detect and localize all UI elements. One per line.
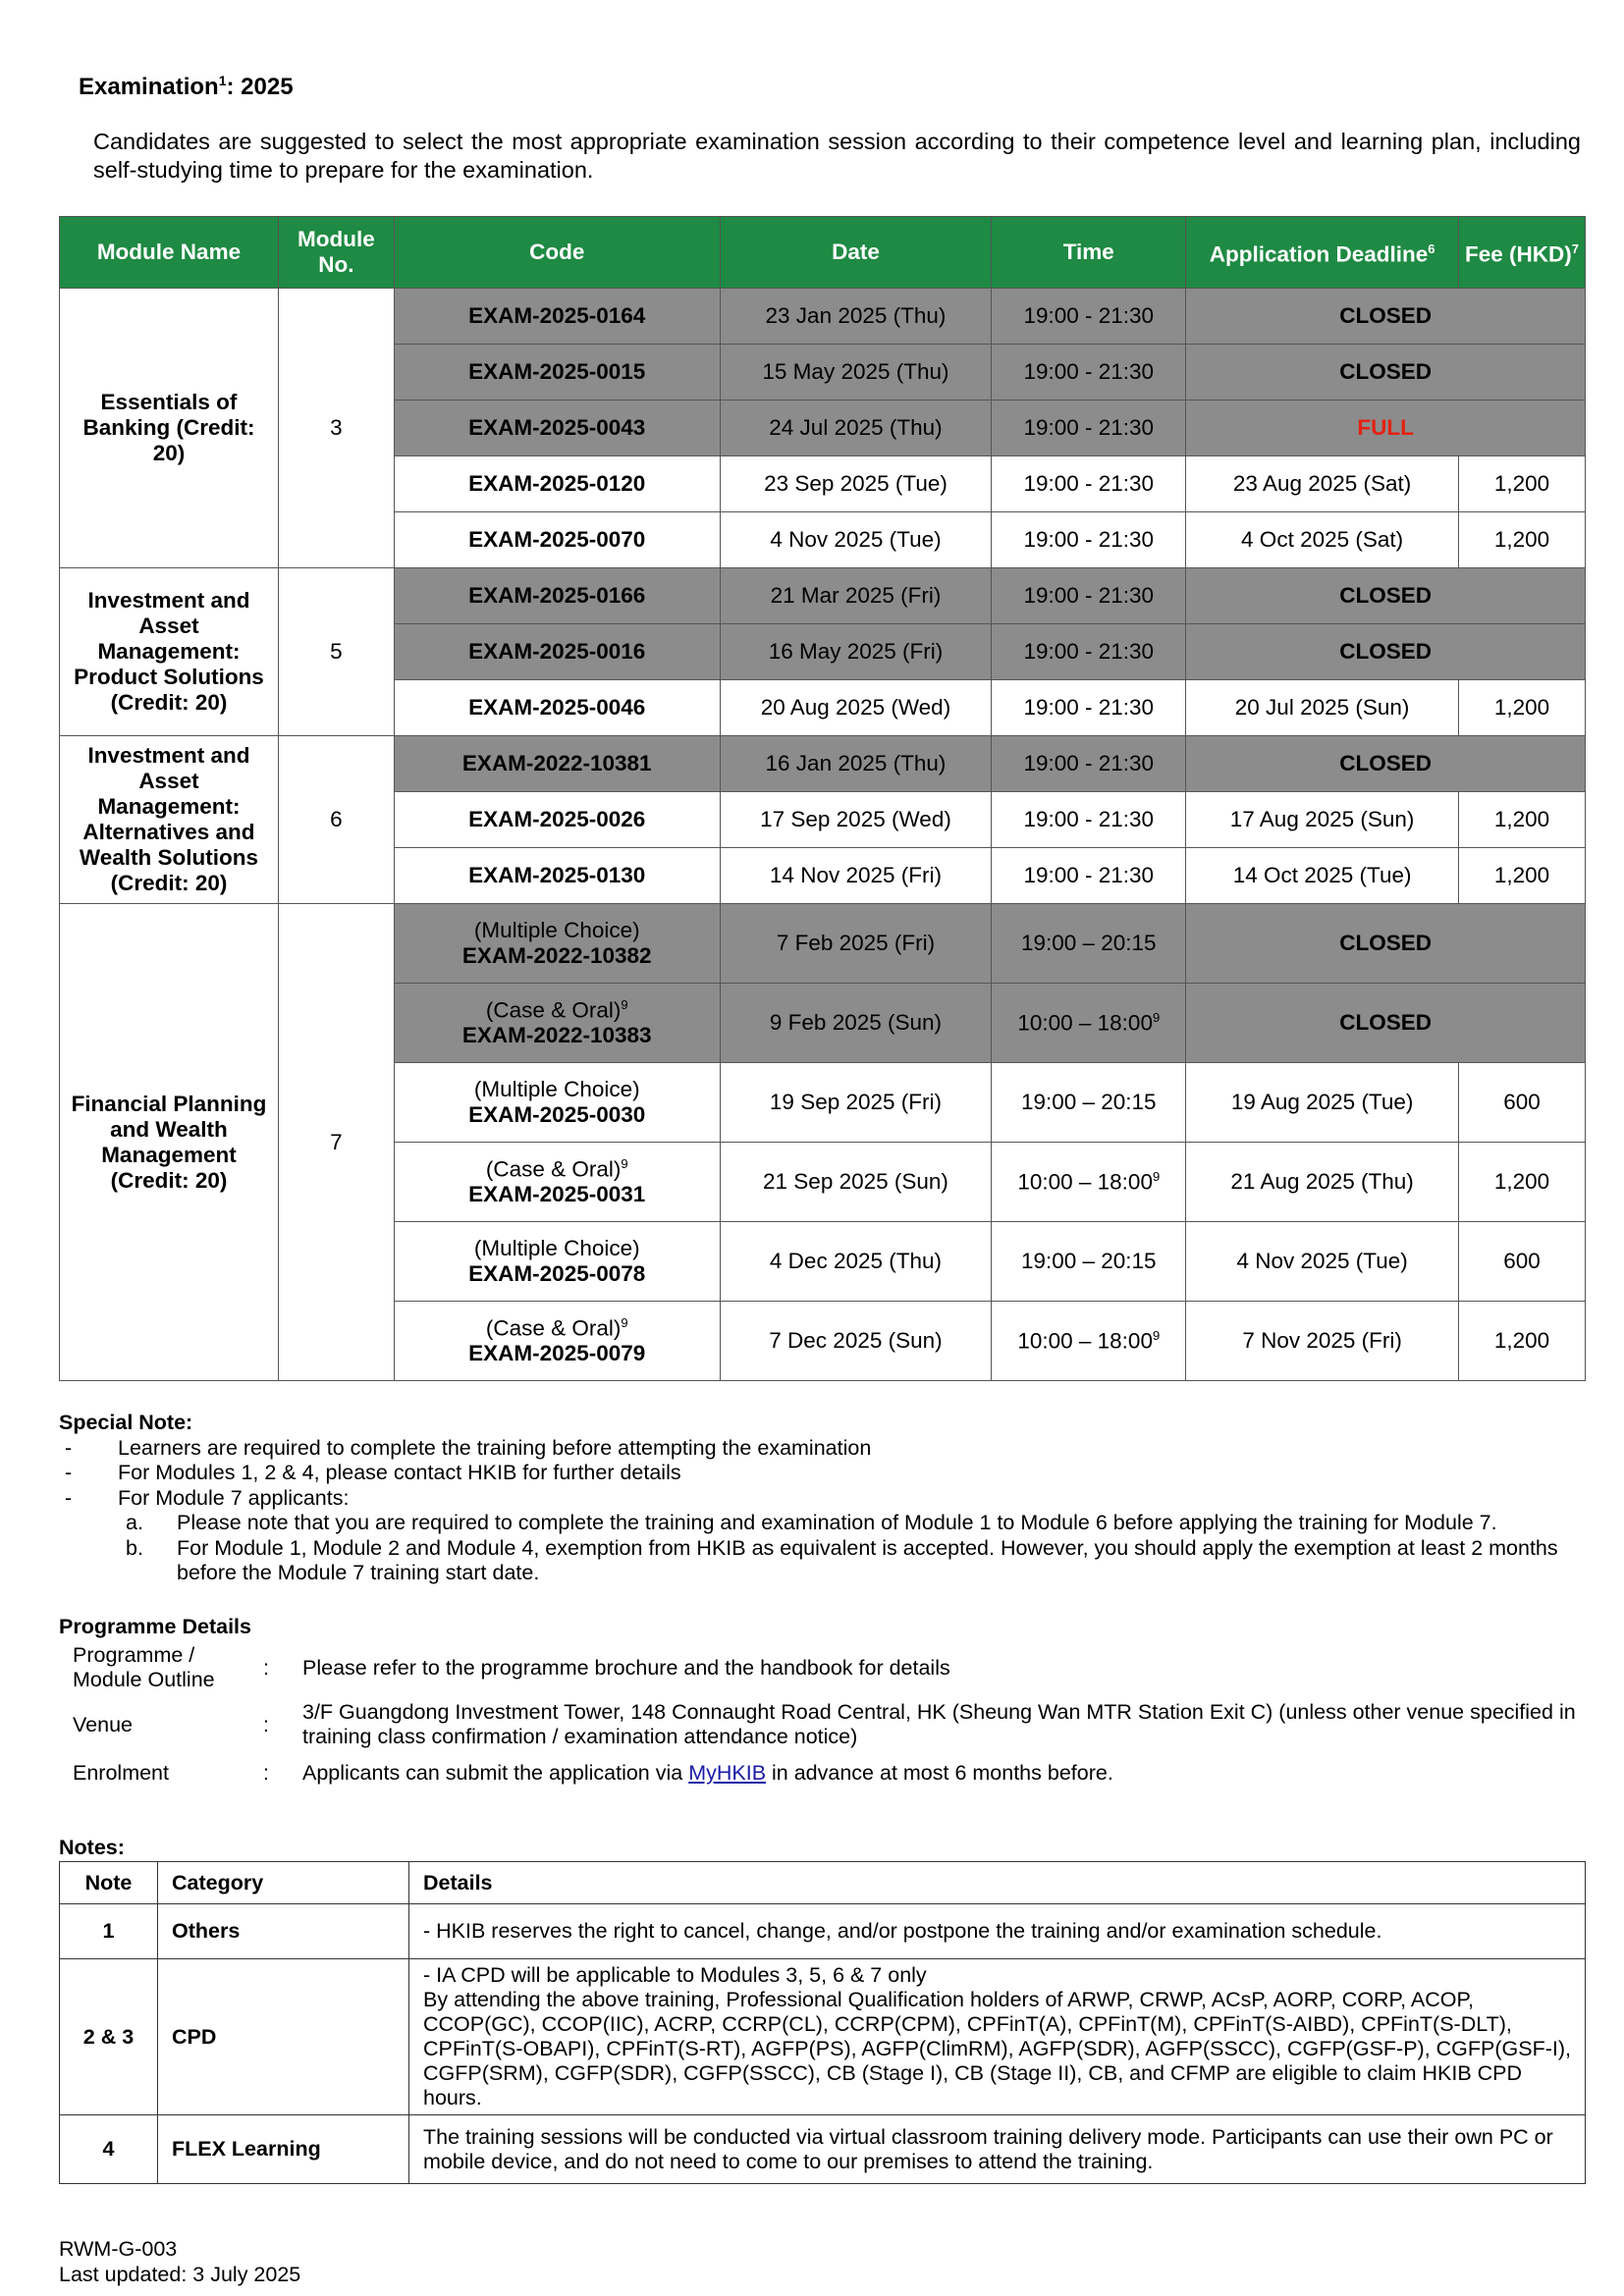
note-category: FLEX Learning [158,2115,409,2184]
myhkib-link[interactable]: MyHKIB [688,1761,767,1785]
exam-date-cell: 4 Dec 2025 (Thu) [720,1222,992,1302]
exam-time-cell: 10:00 – $18:00^9$ [992,1143,1186,1222]
exam-code-cell: (Multiple Choice) EXAM-2025-0030 [394,1063,720,1143]
exam-date-cell: 16 May 2025 (Fri) [720,624,992,680]
module-name-cell: Essentials of Banking (Credit: 20) [60,289,279,568]
programme-details [59,1615,1591,1790]
status-badge: CLOSED [1186,568,1586,624]
exam-deadline-cell: 19 Aug 2025 (Tue) [1186,1063,1459,1143]
exam-row [60,568,1586,624]
exam-date-cell: 19 Sep 2025 (Fri) [720,1063,992,1143]
exam-code-cell: (Case & Oral)$^9$ EXAM-2022-10383 [394,984,720,1063]
exam-fee-cell: 1,200 [1459,792,1586,848]
intro-paragraph: Candidates are suggested to select the most appropriate examination session according to their competence level and learning plan, including self-studying time to prepare for the examination. [93,129,1581,183]
note-category: CPD [158,1959,409,2115]
exam-time-cell: 19:00 – 20:15 [992,1063,1186,1143]
special-note-bullet: - Learners are required to complete the training before attempting the examination [65,1435,872,1460]
programme-outline-label: Programme / Module Outline [73,1643,215,1691]
notes-header-row [60,1862,1586,1904]
exam-fee-cell: 1,200 [1459,456,1586,512]
notes-row [60,2115,1586,2184]
header-fee: Fee (HKD)$^7$ [1459,217,1586,289]
exam-date-cell: 16 Jan 2025 (Thu) [720,736,992,792]
exam-date-cell: 15 May 2025 (Thu) [720,345,992,400]
status-badge: CLOSED [1186,984,1586,1063]
module-no-cell: 3 [278,289,394,568]
exam-time-cell: 19:00 - 21:30 [992,345,1186,400]
special-note-bullet: - For Module 7 applicants: [65,1485,350,1510]
exam-time-cell: 19:00 – 20:15 [992,904,1186,984]
notes-header-category: Category [158,1862,409,1904]
table-header-row [60,217,1586,289]
exam-time-cell: 19:00 - 21:30 [992,456,1186,512]
exam-date-cell: 17 Sep 2025 (Wed) [720,792,992,848]
footer [59,2236,300,2287]
enrolment-row: Enrolment : Applicants can submit the application via MyHKIB in advance at most 6 months before. [59,1757,1591,1790]
status-badge: CLOSED [1186,736,1586,792]
header-module-no: Module No. [278,217,394,289]
venue-row: Venue : 3/F Guangdong Investment Tower, 148 Connaught Road Central, HK (Sheung Wan MTR Station Exit C) (unless other venue specified in training class confirmation / examination attendance notice) [59,1698,1591,1757]
special-note-sub-item: b. For Module 1, Module 2 and Module 4, exemption from HKIB as equivalent is accepted. However, you should apply the exemption at least 2 months before the Module 7 training start date. [126,1535,1558,1584]
last-updated: Last updated: 3 July 2025 [59,2263,301,2286]
status-badge: CLOSED [1186,904,1586,984]
exam-time-cell: 19:00 - 21:30 [992,680,1186,736]
exam-date-cell: 20 Aug 2025 (Wed) [720,680,992,736]
exam-date-cell: 7 Dec 2025 (Sun) [720,1302,992,1381]
programme-outline-value: Please refer to the programme brochure and the handbook for details [302,1656,950,1680]
notes-table [59,1861,1586,2184]
exam-time-cell: 19:00 - 21:30 [992,848,1186,904]
header-module-name: Module Name [60,217,279,289]
note-details: The training sessions will be conducted via virtual classroom training delivery mode. Participants can use their own PC or mobile device, and do not need to come to our premises to attend the training. [409,2115,1586,2184]
exam-code-cell: (Case & Oral)$^9$ EXAM-2025-0031 [394,1143,720,1222]
venue-label: Venue [73,1713,133,1736]
exam-code-cell: EXAM-2025-0015 [394,345,720,400]
exam-time-cell: 19:00 - 21:30 [992,792,1186,848]
notes-heading: Notes: [59,1836,125,1859]
exam-time-cell: 10:00 – $18:00^9$ [992,1302,1186,1381]
exam-deadline-cell: 20 Jul 2025 (Sun) [1186,680,1459,736]
exam-code-cell: EXAM-2025-0166 [394,568,720,624]
exam-deadline-cell: 21 Aug 2025 (Thu) [1186,1143,1459,1222]
module-name-cell: Investment and Asset Management: Alternatives and Wealth Solutions (Credit: 20) [60,736,279,904]
exam-code-cell: EXAM-2025-0016 [394,624,720,680]
exam-code-cell: (Multiple Choice) EXAM-2022-10382 [394,904,720,984]
exam-code-cell: (Case & Oral)$^9$ EXAM-2025-0079 [394,1302,720,1381]
exam-time-cell: 19:00 – 20:15 [992,1222,1186,1302]
status-badge: FULL [1186,400,1586,456]
exam-code-cell: EXAM-2025-0120 [394,456,720,512]
exam-code-cell: EXAM-2025-0026 [394,792,720,848]
header-date: Date [720,217,992,289]
module-no-cell: 7 [278,904,394,1381]
exam-deadline-cell: 4 Oct 2025 (Sat) [1186,512,1459,568]
exam-time-cell: 19:00 - 21:30 [992,624,1186,680]
exam-fee-cell: 1,200 [1459,848,1586,904]
enrolment-label: Enrolment [73,1761,169,1785]
notes-row [60,1904,1586,1959]
exam-code-cell: EXAM-2022-10381 [394,736,720,792]
exam-time-cell: 19:00 - 21:30 [992,400,1186,456]
exam-deadline-cell: 7 Nov 2025 (Fri) [1186,1302,1459,1381]
exam-code-cell: EXAM-2025-0043 [394,400,720,456]
special-note-sub-item: a. Please note that you are required to complete the training and examination of Module 1 to Module 6 before applying the training for Module 7. [126,1511,1497,1534]
module-no-cell: 6 [278,736,394,904]
exam-date-cell: 9 Feb 2025 (Sun) [720,984,992,1063]
document-code: RWM-G-003 [59,2237,178,2261]
exam-time-cell: 19:00 - 21:30 [992,568,1186,624]
note-number: 4 [60,2115,158,2184]
module-no-cell: 5 [278,568,394,736]
exam-time-cell: 19:00 - 21:30 [992,512,1186,568]
exam-fee-cell: 1,200 [1459,512,1586,568]
note-category: Others [158,1904,409,1959]
exam-date-cell: 21 Mar 2025 (Fri) [720,568,992,624]
exam-date-cell: 23 Sep 2025 (Tue) [720,456,992,512]
exam-code-cell: EXAM-2025-0070 [394,512,720,568]
exam-time-cell: 19:00 - 21:30 [992,736,1186,792]
exam-row [60,736,1586,792]
venue-value: 3/F Guangdong Investment Tower, 148 Connaught Road Central, HK (Sheung Wan MTR Station Exit C) (unless other venue specified in training class confirmation / examination attendance notice) [302,1700,1576,1748]
status-badge: CLOSED [1186,345,1586,400]
exam-fee-cell: 1,200 [1459,1143,1586,1222]
exam-deadline-cell: 4 Nov 2025 (Tue) [1186,1222,1459,1302]
enrolment-value: Applicants can submit the application via MyHKIB in advance at most 6 months before. [302,1761,1113,1785]
module-name-cell: Financial Planning and Wealth Management (Credit: 20) [60,904,279,1381]
note-details: - IA CPD will be applicable to Modules 3, 5, 6 & 7 only By attending the above training, Professional Qualification holders of ARWP, CRWP, ACsP, AORP, CORP, ACOP, CCOP(GC), CCOP(IIC), ACRP, CCRP(CL), CCRP(CPM), CPFinT(A), CPFinT(M), CPFinT(S-AIBD), CPFinT(S-DLT), CPFinT(S-OBAPI), CPFinT(S-RT), AGFP(PS), AGFP(ClimRM), AGFP(SDR), AGFP(SSCC), CGFP(GSF-P), CGFP(GSF-I), CGFP(SRM), CGFP(SDR), CGFP(SSCC), CB (Stage I), CB (Stage II), CB, and CFMP are eligible to claim HKIB CPD hours. [409,1959,1586,2115]
examination-table [59,216,1586,1381]
exam-date-cell: 24 Jul 2025 (Thu) [720,400,992,456]
exam-deadline-cell: 23 Aug 2025 (Sat) [1186,456,1459,512]
note-details: - HKIB reserves the right to cancel, change, and/or postpone the training and/or examination schedule. [409,1904,1586,1959]
exam-date-cell: 21 Sep 2025 (Sun) [720,1143,992,1222]
exam-time-cell: 19:00 - 21:30 [992,289,1186,345]
notes-header-note: Note [60,1862,158,1904]
exam-time-cell: 10:00 – $18:00^9$ [992,984,1186,1063]
module-name-cell: Investment and Asset Management: Product Solutions (Credit: 20) [60,568,279,736]
exam-fee-cell: 1,200 [1459,680,1586,736]
header-deadline: Application Deadline$^6$ [1186,217,1459,289]
exam-code-cell: EXAM-2025-0164 [394,289,720,345]
exam-code-cell: EXAM-2025-0046 [394,680,720,736]
special-note-bullet: - For Modules 1, 2 & 4, please contact HKIB for further details [65,1461,681,1484]
exam-date-cell: 4 Nov 2025 (Tue) [720,512,992,568]
programme-outline-row: Programme / Module Outline : Please refer to the programme brochure and the handbook for details [59,1643,1591,1698]
exam-fee-cell: 600 [1459,1222,1586,1302]
exam-deadline-cell: 17 Aug 2025 (Sun) [1186,792,1459,848]
notes-row [60,1959,1586,2115]
notes-header-details: Details [409,1862,1586,1904]
header-code: Code [394,217,720,289]
page-title: Examination$^1$: 2025 [79,73,294,100]
special-note-heading: Special Note: [59,1411,193,1434]
exam-date-cell: 14 Nov 2025 (Fri) [720,848,992,904]
exam-code-cell: EXAM-2025-0130 [394,848,720,904]
exam-row [60,289,1586,345]
note-number: 2 & 3 [60,1959,158,2115]
exam-fee-cell: 1,200 [1459,1302,1586,1381]
special-note [59,1411,1591,1586]
exam-date-cell: 23 Jan 2025 (Thu) [720,289,992,345]
programme-heading: Programme Details [59,1615,251,1638]
header-time: Time [992,217,1186,289]
exam-code-cell: (Multiple Choice) EXAM-2025-0078 [394,1222,720,1302]
exam-date-cell: 7 Feb 2025 (Fri) [720,904,992,984]
note-number: 1 [60,1904,158,1959]
status-badge: CLOSED [1186,289,1586,345]
status-badge: CLOSED [1186,624,1586,680]
exam-deadline-cell: 14 Oct 2025 (Tue) [1186,848,1459,904]
exam-row [60,904,1586,984]
exam-fee-cell: 600 [1459,1063,1586,1143]
